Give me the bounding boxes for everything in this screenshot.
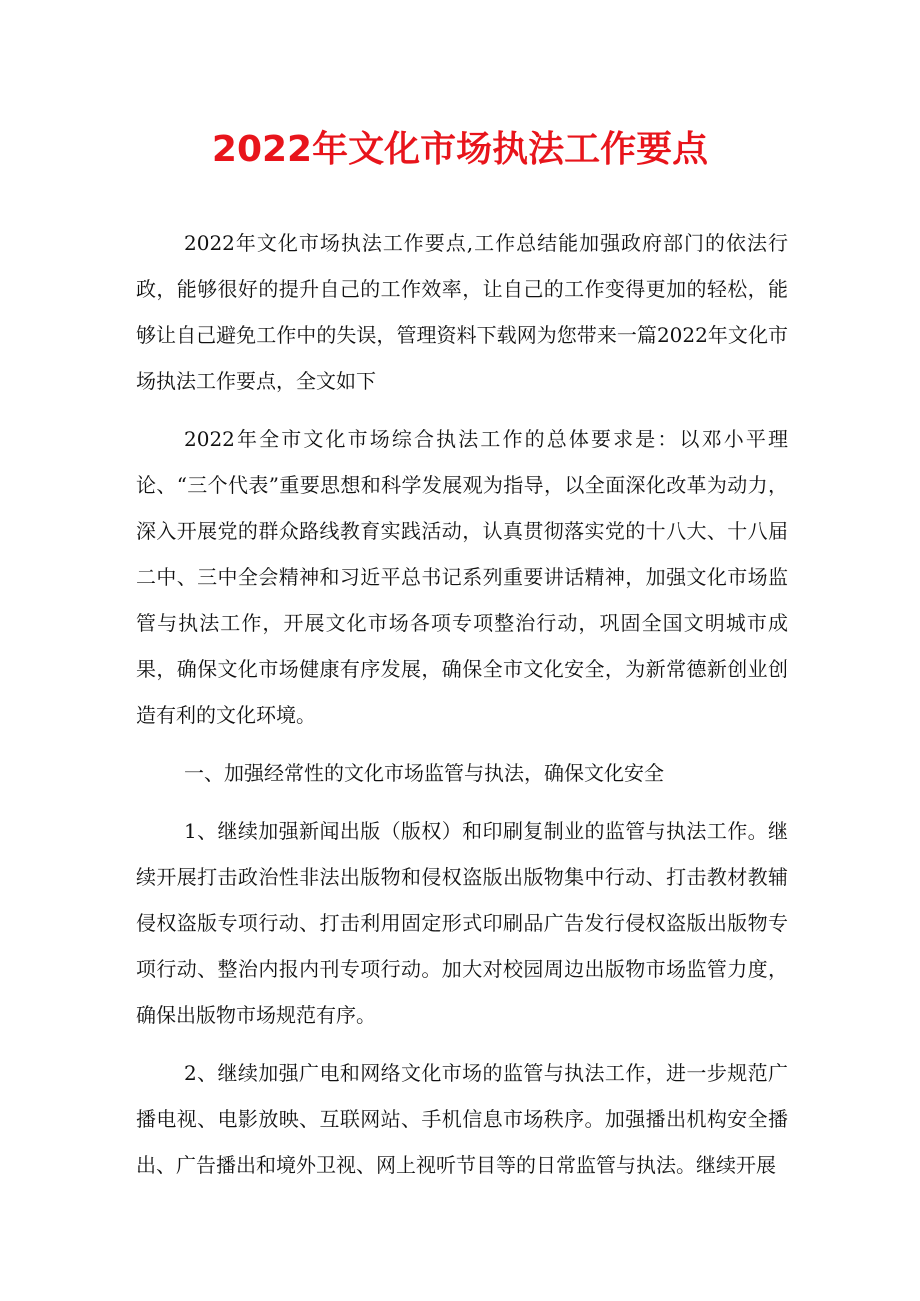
document-body	[136, 220, 788, 1200]
item-paragraph-1: 1、继续加强新闻出版（版权）和印刷复制业的监管与执法工作。继续开展打击政治性非法出版物和侵权盗版出版物集中行动、打击教材教辅侵权盗版专项行动、打击利用固定形式印刷品广告发行侵权盗版出版物专项行动、整治内报内刊专项行动。加大对校园周边出版物市场监管力度，确保出版物市场规范有序。	[136, 819, 788, 1027]
document-title: 2022年文化市场执法工作要点	[211, 129, 709, 170]
intro-paragraph: 2022年文化市场执法工作要点,工作总结能加强政府部门的依法行政，能够很好的提升自己的工作效率，让自己的工作变得更加的轻松，能够让自己避免工作中的失误，管理资料下载网为您带来一篇2022年文化市场执法工作要点，全文如下	[136, 231, 788, 393]
item-paragraph-2: 2、继续加强广电和网络文化市场的监管与执法工作，进一步规范广播电视、电影放映、互联网站、手机信息市场秩序。加强播出机构安全播出、广告播出和境外卫视、网上视听节目等的日常监管与执法。继续开展	[136, 1061, 788, 1177]
requirements-paragraph: 2022年全市文化市场综合执法工作的总体要求是：以邓小平理论、“三个代表”重要思想和科学发展观为指导，以全面深化改革为动力，深入开展党的群众路线教育实践活动，认真贯彻落实党的十八大、十八届二中、三中全会精神和习近平总书记系列重要讲话精神，加强文化市场监管与执法工作，开展文化市场各项专项整治行动，巩固全国文明城市成果，确保文化市场健康有序发展，确保全市文化安全，为新常德新创业创造有利的文化环境。	[136, 427, 788, 727]
section-heading-1: 一、加强经常性的文化市场监管与执法，确保文化安全	[184, 761, 664, 785]
